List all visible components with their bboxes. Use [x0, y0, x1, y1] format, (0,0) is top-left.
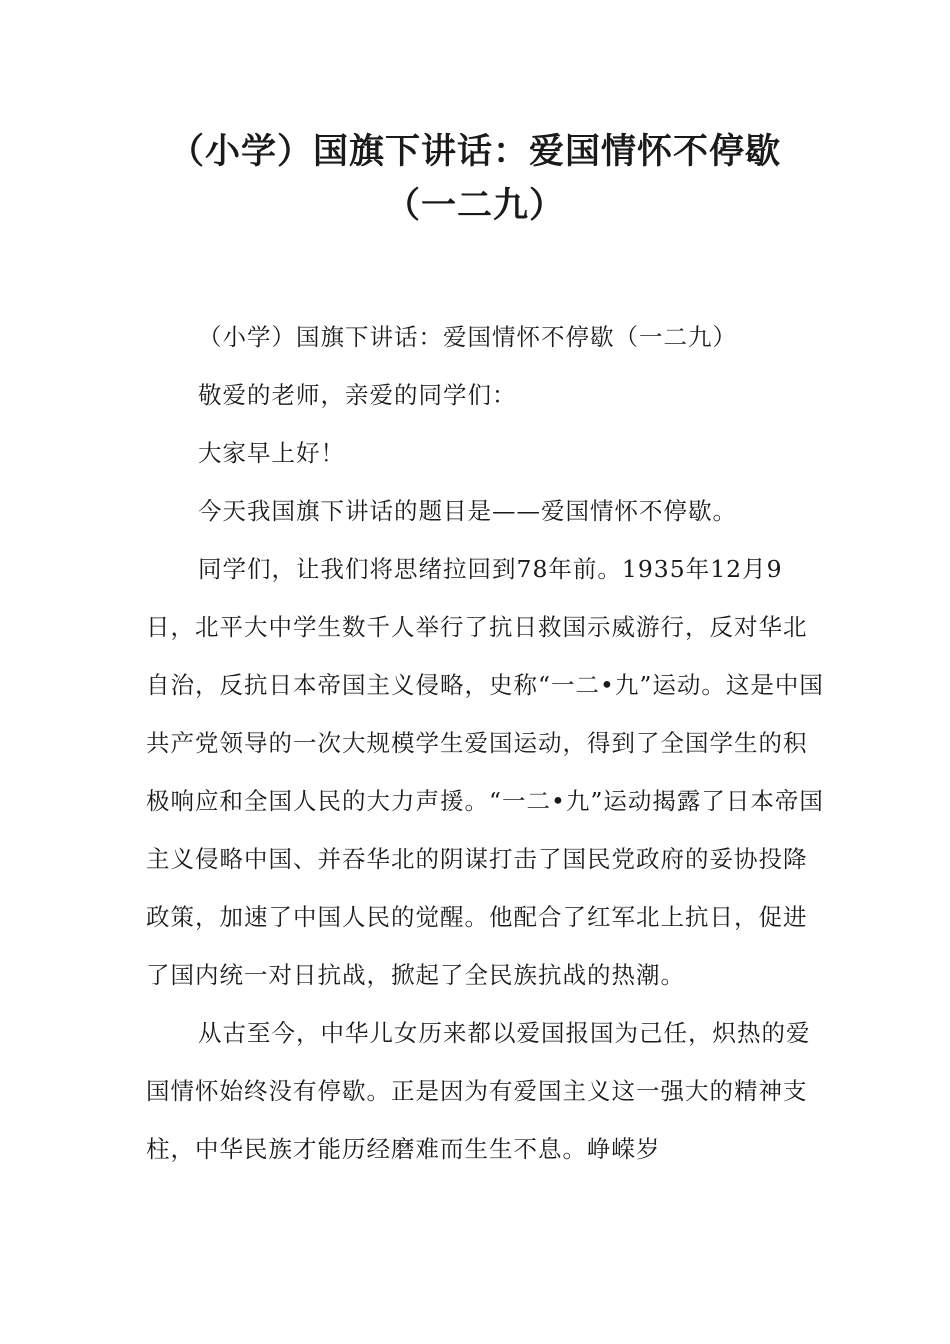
paragraph-patriotism: 从古至今，中华儿女历来都以爱国报国为己任，炽热的爱国情怀始终没有停歇。正是因为有爱国主义这一强大的精神支柱，中华民族才能历经磨难而生生不息。峥嵘岁 — [146, 1019, 811, 1163]
paragraph-topic: 今天我国旗下讲话的题目是——爱国情怀不停歇。 — [198, 497, 737, 525]
document-body — [146, 308, 826, 1178]
paragraph-salutation: 敬爱的老师，亲爱的同学们： — [198, 381, 517, 409]
paragraph-history: 同学们，让我们将思绪拉回到78年前。1935年12月9日，北平大中学生数千人举行了抗日救国示威游行，反对华北自治，反抗日本帝国主义侵略，史称“一二•九”运动。这是中国共产党领导的一次大规模学生爱国运动，得到了全国学生的积极响应和全国人民的大力声援。“一二•九”运动揭露了日本帝国主义侵略中国、并吞华北的阴谋打击了国民党政府的妥协投降政策，加速了中国人民的觉醒。他配合了红军北上抗日，促进了国内统一对日抗战，掀起了全民族抗战的热潮。 — [146, 555, 824, 989]
document-title-line-2: （一二九） — [384, 186, 565, 226]
paragraph-subtitle: （小学）国旗下讲话：爱国情怀不停歇（一二九） — [198, 323, 737, 351]
paragraph-greeting: 大家早上好！ — [198, 439, 345, 467]
document-title-line-1: （小学）国旗下讲话：爱国情怀不停歇 — [168, 132, 781, 172]
